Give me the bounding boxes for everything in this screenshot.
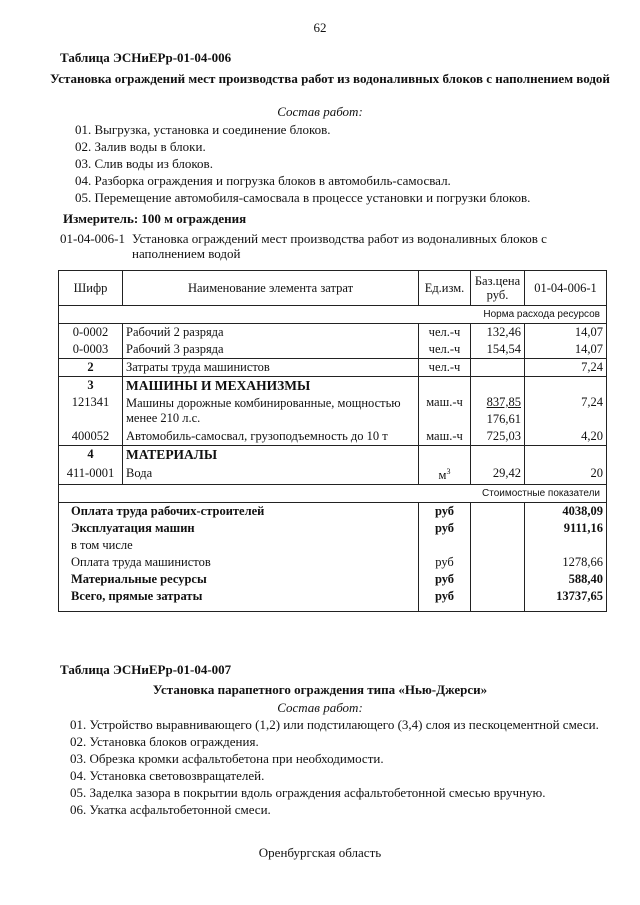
section-cipher: 4 (59, 446, 123, 464)
work-step: 05. Перемещение автомобиля-самосвала в процессе установки и погрузки блоков. (75, 190, 531, 205)
header-name: Наименование элемента затрат (123, 271, 419, 306)
cell-cipher: 411-0001 (59, 463, 123, 485)
unit-text: м (438, 468, 447, 483)
footer-region: Оренбургская область (258, 845, 382, 860)
cost-row (59, 537, 607, 554)
work-step: 03. Слив воды из блоков. (75, 156, 213, 171)
work-steps (75, 121, 530, 206)
composition-label-2: Состав работ: (277, 700, 363, 715)
cell-norm: 4,20 (525, 428, 607, 446)
cell-price: 132,46 (471, 324, 525, 342)
table-heading: Установка ограждений мест производства работ из водоналивных блоков с наполнением водой (50, 71, 610, 86)
table-title: Таблица ЭСНиЕРр-01-04-006 (60, 50, 232, 65)
cell-cipher: 0-0003 (59, 341, 123, 359)
composition-label: Состав работ: (277, 104, 363, 119)
price-second: 176,61 (486, 412, 521, 426)
section-cipher: 3 (59, 377, 123, 395)
cost-unit (419, 537, 471, 554)
measure-unit: Измеритель: 100 м ограждения (63, 211, 247, 226)
cost-value: 1278,66 (525, 554, 607, 571)
cell-unit: маш.-ч (419, 394, 471, 428)
cost-name: Всего, прямые затраты (59, 588, 419, 612)
norm-code-text: Установка ограждений мест производства работ из водоналивных блоков с наполнением водой (132, 231, 547, 261)
table-row (59, 394, 607, 428)
cost-name: Материальные ресурсы (59, 571, 419, 588)
cell-price (471, 359, 525, 377)
cost-row (59, 503, 607, 521)
cell-norm: 7,24 (525, 394, 607, 428)
work-step: 03. Обрезка кромки асфальтобетона при необходимости. (70, 751, 384, 766)
work-step: 01. Устройство выравнивающего (1,2) или подстилающего (3,4) слоя из пескоцементной смеси. (70, 717, 599, 732)
cost-value: 4038,09 (525, 503, 607, 521)
cost-name: в том числе (59, 537, 419, 554)
table-row (59, 324, 607, 342)
cost-unit: руб (419, 571, 471, 588)
cell-name: Рабочий 3 разряда (123, 341, 419, 359)
cost-unit: руб (419, 503, 471, 521)
cost-value: 588,40 (525, 571, 607, 588)
work-step: 02. Залив воды в блоки. (75, 139, 206, 154)
norm-note: Норма расхода ресурсов (59, 306, 607, 324)
cell-name: Автомобиль-самосвал, грузоподъемность до 10 т (123, 428, 419, 446)
cell-name: Вода (123, 463, 419, 485)
cost-row (59, 588, 607, 612)
section-row (59, 446, 607, 464)
cost-name: Оплата труда рабочих-строителей (59, 503, 419, 521)
header-unit: Ед.изм. (419, 271, 471, 306)
cell-price (471, 394, 525, 428)
cell-unit: чел.-ч (419, 341, 471, 359)
cell-name: Рабочий 2 разряда (123, 324, 419, 342)
cell-cipher: 121341 (59, 394, 123, 428)
cell-name: Затраты труда машинистов (123, 359, 419, 377)
cost-name: Эксплуатация машин (59, 520, 419, 537)
cell-norm: 20 (525, 463, 607, 485)
work-step: 06. Укатка асфальтобетонной смеси. (70, 802, 271, 817)
norms-table (58, 270, 607, 612)
header-base-price: Баз.цена руб. (471, 271, 525, 306)
cell-norm: 7,24 (525, 359, 607, 377)
table2-heading: Установка парапетного ограждения типа «Нью-Джерси» (152, 682, 488, 697)
cost-value: 13737,65 (525, 588, 607, 612)
section-name: МАШИНЫ И МЕХАНИЗМЫ (123, 377, 419, 395)
cost-unit: руб (419, 554, 471, 571)
section-row (59, 377, 607, 395)
table-row (59, 359, 607, 377)
cell-price: 725,03 (471, 428, 525, 446)
table-row (59, 463, 607, 485)
cell-norm: 14,07 (525, 341, 607, 359)
work-step: 04. Разборка ограждения и погрузка блоков в автомобиль-самосвал. (75, 173, 451, 188)
price-underlined: 837,85 (486, 395, 521, 409)
cell-name: Машины дорожные комбинированные, мощностью менее 210 л.с. (123, 394, 419, 428)
table-row (59, 341, 607, 359)
cell-price: 154,54 (471, 341, 525, 359)
cell-cipher: 400052 (59, 428, 123, 446)
cost-row (59, 571, 607, 588)
cell-cipher: 2 (59, 359, 123, 377)
cost-row (59, 520, 607, 537)
cost-row (59, 554, 607, 571)
work-step: 05. Заделка зазора в покрытии вдоль ограждения асфальтобетонной смесью вручную. (70, 785, 546, 800)
cell-cipher: 0-0002 (59, 324, 123, 342)
cell-unit: чел.-ч (419, 359, 471, 377)
cell-unit: чел.-ч (419, 324, 471, 342)
norm-code: 01-04-006-1 (60, 231, 125, 246)
table2-title: Таблица ЭСНиЕРр-01-04-007 (60, 662, 232, 677)
cost-name: Оплата труда машинистов (59, 554, 419, 571)
cell-unit: маш.-ч (419, 428, 471, 446)
norm-code-line (60, 231, 620, 263)
cost-unit: руб (419, 520, 471, 537)
work-step: 01. Выгрузка, установка и соединение блоков. (75, 122, 331, 137)
cost-unit: руб (419, 588, 471, 612)
cost-note: Стоимостные показатели (59, 485, 607, 503)
table-row (59, 428, 607, 446)
cost-value (525, 537, 607, 554)
work-steps-2 (70, 716, 599, 818)
header-cipher: Шифр (59, 271, 123, 306)
section-name: МАТЕРИАЛЫ (123, 446, 419, 464)
unit-superscript: 3 (446, 467, 451, 476)
cell-norm: 14,07 (525, 324, 607, 342)
header-code: 01-04-006-1 (525, 271, 607, 306)
work-step: 02. Установка блоков ограждения. (70, 734, 259, 749)
page-number: 62 (313, 20, 327, 35)
work-step: 04. Установка световозвращателей. (70, 768, 265, 783)
cost-value: 9111,16 (525, 520, 607, 537)
cell-unit (419, 463, 471, 485)
cell-price: 29,42 (471, 463, 525, 485)
